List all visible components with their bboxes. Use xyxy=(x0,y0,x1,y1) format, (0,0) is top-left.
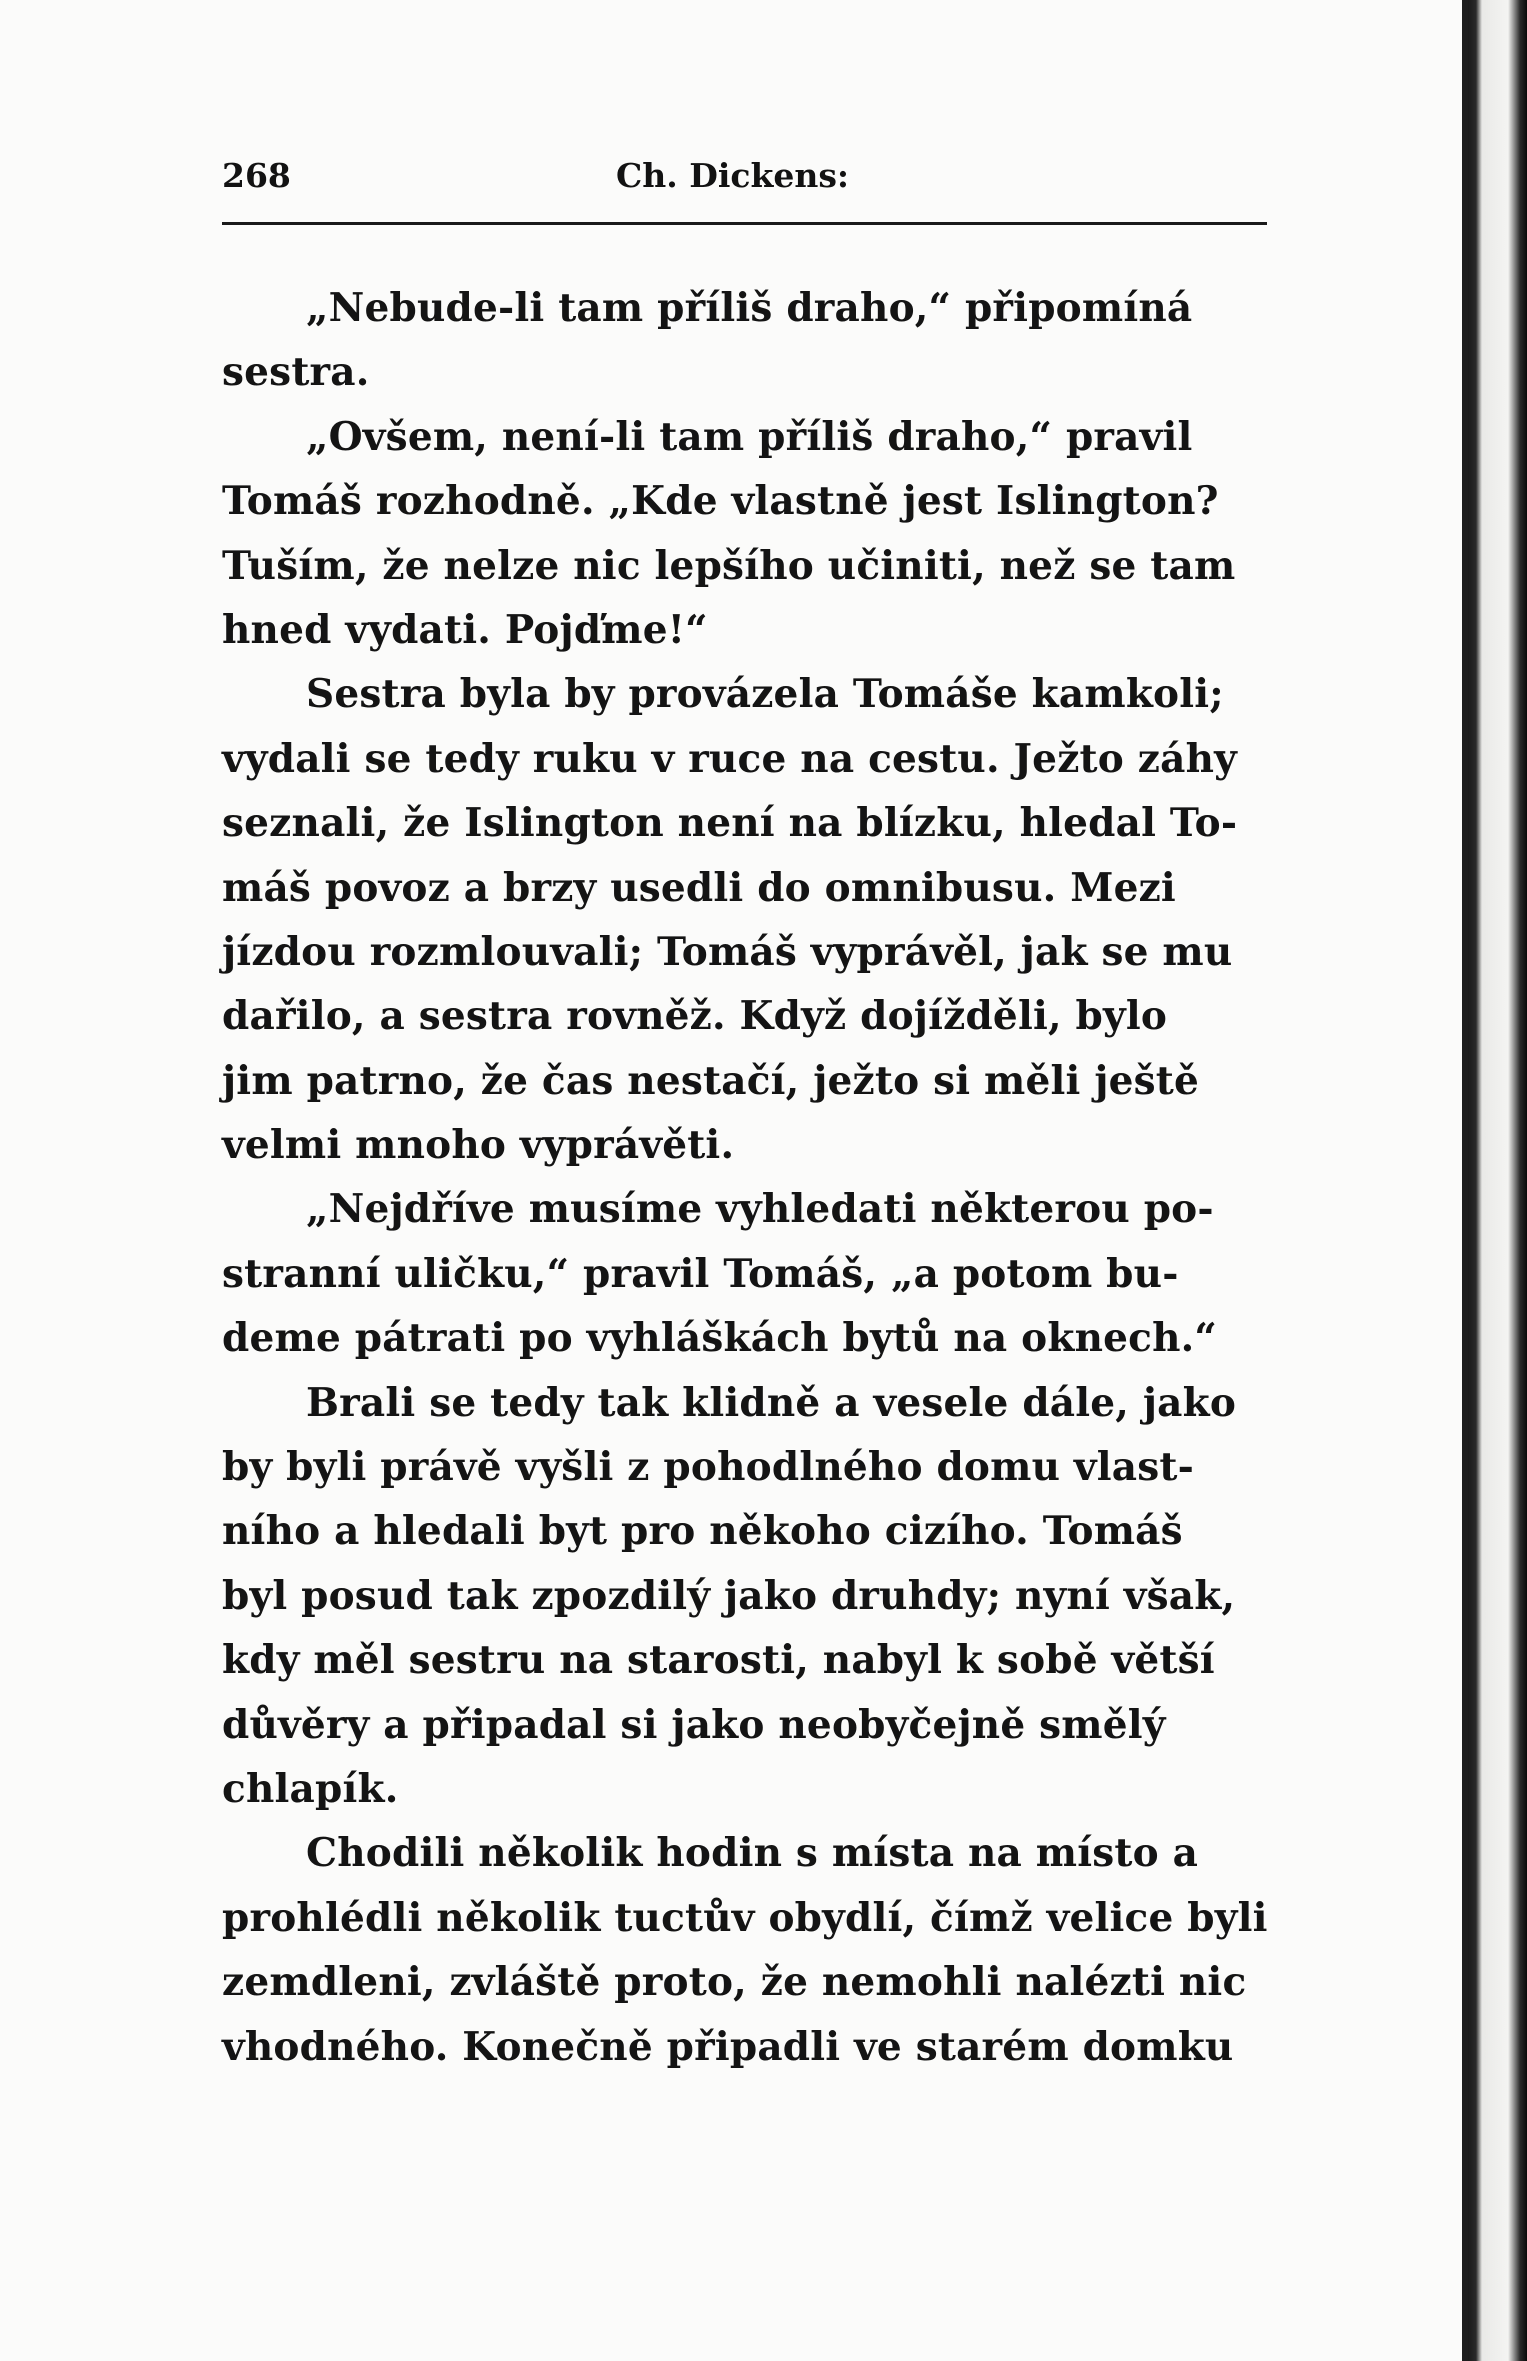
text-line: Tomáš rozhodně. „Kde vlastně jest Islington? xyxy=(222,478,1219,525)
text-line: „Nejdříve musíme vyhledati některou po- xyxy=(306,1186,1214,1233)
text-line: hned vydati. Pojďme!“ xyxy=(222,606,708,653)
text-line: prohlédli několik tuctův obydlí, čímž velice byli xyxy=(222,1894,1268,1941)
text-line: Tuším, že nelze nic lepšího učiniti, než se tam xyxy=(222,542,1236,589)
text-line: velmi mnoho vyprávěti. xyxy=(222,1122,735,1169)
text-line: stranní uličku,“ pravil Tomáš, „a potom bu- xyxy=(222,1250,1179,1297)
text-line: vydali se tedy ruku v ruce na cestu. Ježto záhy xyxy=(222,735,1237,782)
text-line: jim patrno, že čas nestačí, ježto si měli ještě xyxy=(222,1057,1200,1104)
text-line: Sestra byla by provázela Tomáše kamkoli; xyxy=(306,671,1224,718)
page-number: 268 xyxy=(222,156,291,195)
header-rule xyxy=(222,222,1267,225)
text-line: by byli právě vyšli z pohodlného domu vlast- xyxy=(222,1444,1195,1491)
body-text xyxy=(222,276,1282,2079)
text-line: chlapík. xyxy=(222,1765,399,1812)
text-line: dařilo, a sestra rovněž. Když dojížděli, bylo xyxy=(222,993,1168,1040)
text-line: „Ovšem, není-li tam příliš draho,“ pravil xyxy=(306,413,1193,460)
page-header xyxy=(222,148,1267,208)
text-line: Brali se tedy tak klidně a vesele dále, jako xyxy=(306,1379,1237,1426)
text-line: kdy měl sestru na starosti, nabyl k sobě větší xyxy=(222,1637,1215,1684)
text-line: byl posud tak zpozdilý jako druhdy; nyní však, xyxy=(222,1572,1236,1619)
text-line: vhodného. Konečně připadli ve starém domku xyxy=(222,2023,1234,2070)
text-line: deme pátrati po vyhláškách bytů na oknech.“ xyxy=(222,1315,1218,1362)
text-line: jízdou rozmlouvali; Tomáš vyprávěl, jak se mu xyxy=(222,928,1233,975)
page-binding-edge xyxy=(1468,0,1527,2361)
text-line: ního a hledali byt pro někoho cizího. Tomáš xyxy=(222,1508,1183,1555)
text-line: sestra. xyxy=(222,349,370,396)
text-line: „Nebude-li tam příliš draho,“ připomíná xyxy=(306,285,1193,331)
text-line: důvěry a připadal si jako neobyčejně smělý xyxy=(222,1701,1166,1748)
text-line: zemdleni, zvláště proto, že nemohli nalézti nic xyxy=(222,1959,1247,2006)
running-head: Ch. Dickens: xyxy=(616,156,850,195)
text-line: Chodili několik hodin s místa na místo a xyxy=(306,1830,1199,1877)
text-line: máš povoz a brzy usedli do omnibusu. Mezi xyxy=(222,864,1176,911)
text-line: seznali, že Islington není na blízku, hledal To- xyxy=(222,800,1238,847)
